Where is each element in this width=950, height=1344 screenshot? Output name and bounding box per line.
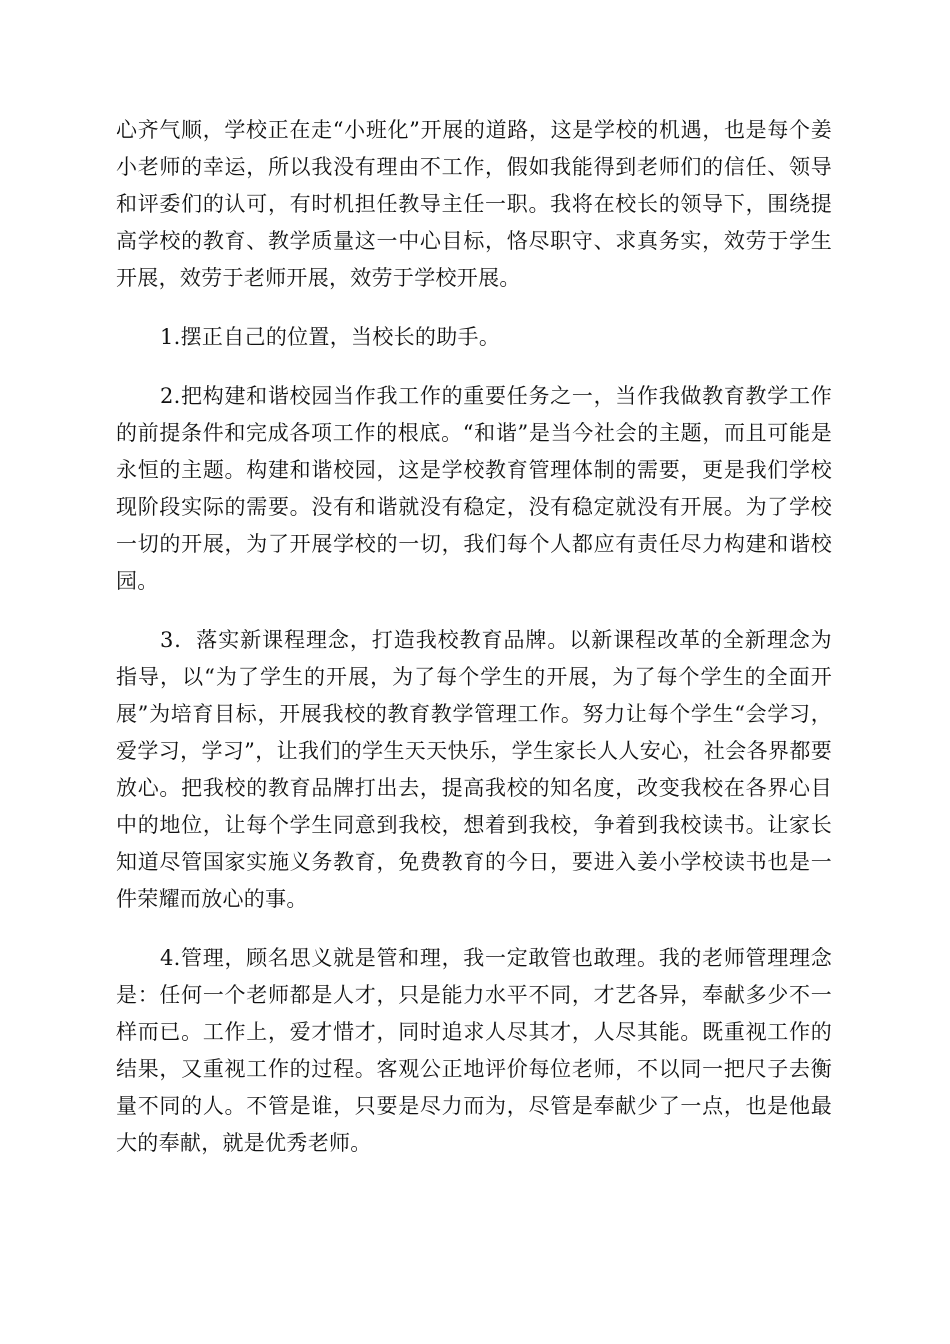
paragraph-point-2: 2.把构建和谐校园当作我工作的重要任务之一，当作我做教育教学工作的前提条件和完成各项工作的根底。“和谐”是当今社会的主题，而且可能是永恒的主题。构建和谐校园，这是学校教育管理体制的需要，更是我们学校现阶段实际的需要。没有和谐就没有稳定，没有稳定就没有开展。为了学校一切的开展，为了开展学校的一切，我们每个人都应有责任尽力构建和谐校园。 — [116, 384, 832, 593]
paragraph-intro: 心齐气顺，学校正在走“小班化”开展的道路，这是学校的机遇，也是每个姜小老师的幸运，所以我没有理由不工作，假如我能得到老师们的信任、领导和评委们的认可，有时机担任教导主任一职。我将在校长的领导下，围绕提高学校的教育、教学质量这一中心目标，恪尽职守、求真务实，效劳于学生开展，效劳于老师开展，效劳于学校开展。 — [116, 118, 832, 290]
paragraph-point-3: 3．落实新课程理念，打造我校教育品牌。以新课程改革的全新理念为指导，以“为了学生的开展，为了每个学生的开展，为了每个学生的全面开展”为培育目标，开展我校的教育教学管理工作。努力让每个学生“会学习，爱学习，学习”，让我们的学生天天快乐，学生家长人人安心，社会各界都要放心。把我校的教育品牌打出去，提高我校的知名度，改变我校在各界心目中的地位，让每个学生同意到我校，想着到我校，争着到我校读书。让家长知道尽管国家实施义务教育，免费教育的今日，要进入姜小学校读书也是一件荣耀而放心的事。 — [116, 628, 832, 911]
paragraph-point-4: 4.管理，顾名思义就是管和理，我一定敢管也敢理。我的老师管理理念是：任何一个老师都是人才，只是能力水平不同，才艺各异，奉献多少不一样而已。工作上，爱才惜才，同时追求人尽其才，人尽其能。既重视工作的结果，又重视工作的过程。客观公正地评价每位老师，不以同一把尺子去衡量不同的人。不管是谁，只要是尽力而为，尽管是奉献少了一点，也是他最大的奉献，就是优秀老师。 — [116, 946, 832, 1155]
document-body — [116, 112, 832, 1162]
paragraph-point-1: 1.摆正自己的位置，当校长的助手。 — [160, 325, 501, 349]
